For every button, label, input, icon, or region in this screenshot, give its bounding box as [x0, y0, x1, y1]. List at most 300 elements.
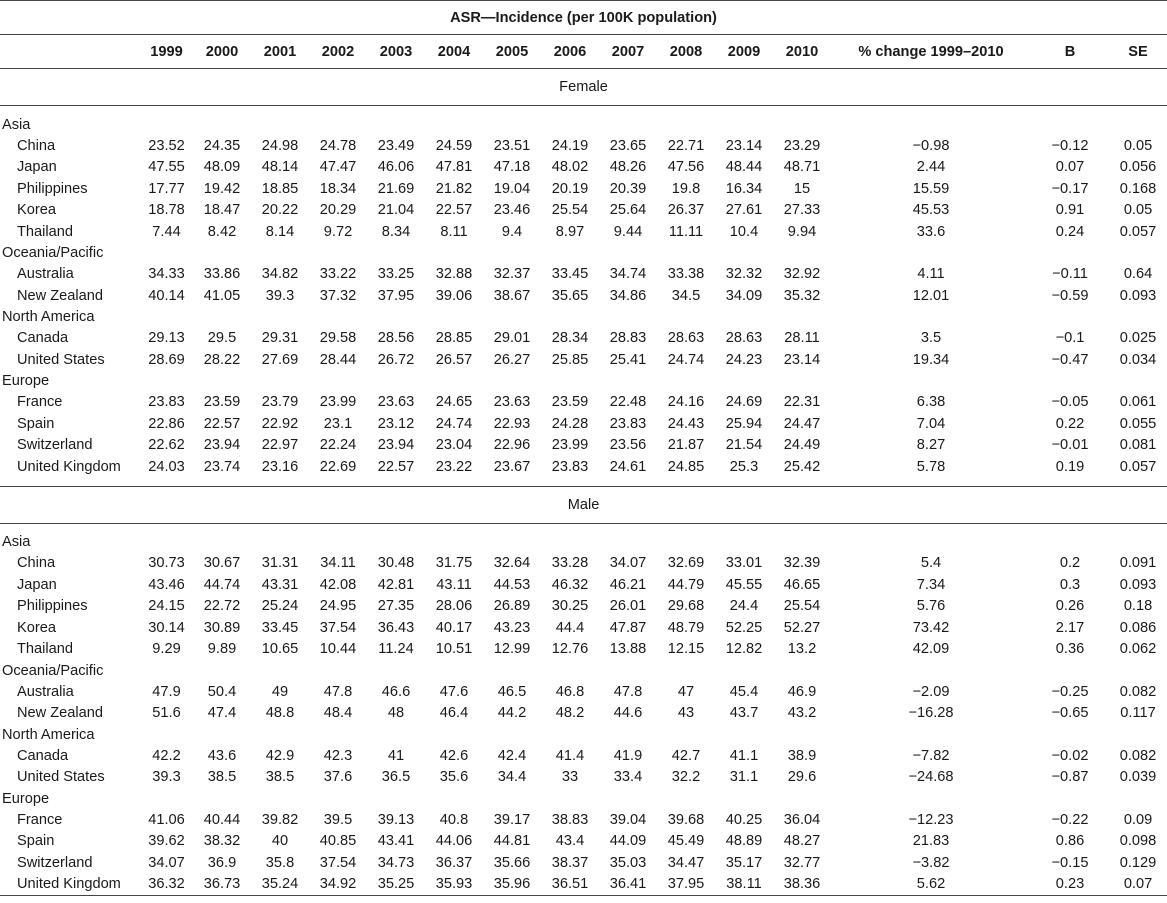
value-cell: 20.39: [609, 180, 647, 197]
region-row: [0, 660, 1167, 681]
value-cell: 23.1: [323, 415, 353, 432]
value-cell: 47.18: [493, 159, 531, 176]
region-label: Asia: [2, 116, 31, 133]
country-cell: Japan: [17, 159, 57, 176]
value-cell: 25.24: [261, 598, 299, 615]
value-cell: 38.36: [773, 874, 831, 896]
value-cell: −0.98: [912, 137, 950, 154]
value-cell: 27.33: [783, 202, 821, 219]
table-row: [0, 574, 1167, 596]
value-cell: 44.74: [203, 576, 241, 593]
country-cell: Thailand: [17, 641, 73, 658]
value-cell: 38.9: [787, 747, 817, 764]
value-cell: 43.7: [729, 705, 759, 722]
value-cell: 34.73: [377, 854, 415, 871]
country-cell: Australia: [17, 683, 74, 700]
value-cell: 21.54: [725, 437, 763, 454]
value-cell: 9.72: [323, 223, 353, 240]
value-cell: 41.9: [613, 747, 643, 764]
value-cell: 30.73: [148, 555, 185, 572]
value-cell: 21.04: [377, 202, 415, 219]
value-cell: 24.74: [667, 351, 705, 368]
value-cell: −0.87: [1051, 769, 1089, 786]
value-cell: 13.2: [787, 641, 817, 658]
value-cell: 31.31: [261, 555, 299, 572]
value-cell: 40.14: [148, 287, 185, 304]
value-cell: 43.31: [261, 576, 299, 593]
value-cell: 32.69: [667, 555, 705, 572]
value-cell: 46.9: [787, 683, 817, 700]
value-cell: 15: [793, 180, 811, 197]
value-cell: 24.85: [667, 458, 705, 475]
value-cell: 42.3: [323, 747, 353, 764]
value-cell: 23.99: [319, 394, 357, 411]
value-cell: 32.88: [435, 266, 473, 283]
value-cell: 10.65: [261, 641, 299, 658]
value-cell: 36.5: [381, 769, 411, 786]
value-cell: 22.97: [261, 437, 299, 454]
table-row: [0, 745, 1167, 767]
value-cell: 43.23: [493, 619, 531, 636]
value-cell: 23.29: [783, 137, 821, 154]
value-cell: 39.06: [435, 287, 473, 304]
value-cell: 0.2: [1059, 555, 1081, 572]
value-cell: 8.34: [381, 223, 411, 240]
value-cell: 36.51: [541, 874, 599, 896]
value-cell: 0.057: [1119, 223, 1157, 240]
value-cell: 52.27: [783, 619, 821, 636]
table-row: [0, 328, 1167, 350]
spacer-cell: [0, 478, 1167, 487]
value-cell: 23.22: [435, 458, 473, 475]
value-cell: 22.62: [148, 437, 185, 454]
value-cell: 5.62: [831, 874, 1031, 896]
value-cell: 39.5: [323, 811, 353, 828]
column-header: 2003: [367, 35, 425, 69]
value-cell: 41.1: [729, 747, 759, 764]
value-cell: 23.99: [551, 437, 589, 454]
value-cell: 45.49: [667, 833, 705, 850]
value-cell: 46.5: [497, 683, 527, 700]
value-cell: 26.72: [377, 351, 415, 368]
table-row: [0, 200, 1167, 222]
value-cell: 22.71: [667, 137, 705, 154]
value-cell: 43.6: [207, 747, 237, 764]
value-cell: 22.96: [493, 437, 531, 454]
table-row: [0, 392, 1167, 414]
value-cell: 18.34: [319, 180, 357, 197]
value-cell: 35.8: [265, 854, 295, 871]
country-cell: Switzerland: [17, 437, 93, 454]
table-row: [0, 135, 1167, 157]
value-cell: 36.43: [377, 619, 415, 636]
column-header: 2006: [541, 35, 599, 69]
value-cell: 36.04: [783, 811, 821, 828]
section-label: Male: [0, 486, 1167, 523]
country-cell: Canada: [17, 747, 69, 764]
table-row: [0, 639, 1167, 661]
value-cell: 0.07: [1055, 159, 1085, 176]
value-cell: 34.5: [671, 287, 701, 304]
region-label: Oceania/Pacific: [2, 245, 104, 261]
value-cell: 37.6: [323, 769, 353, 786]
value-cell: 23.49: [377, 137, 415, 154]
value-cell: 38.83: [551, 811, 589, 828]
value-cell: −0.22: [1051, 811, 1089, 828]
region-label: Oceania/Pacific: [2, 662, 104, 679]
value-cell: 49: [271, 683, 289, 700]
value-cell: 46.8: [555, 683, 585, 700]
value-cell: 46.32: [551, 576, 589, 593]
value-cell: 40.17: [435, 619, 473, 636]
value-cell: 33.4: [613, 769, 643, 786]
value-cell: 35.24: [251, 874, 309, 896]
value-cell: 23.46: [493, 202, 531, 219]
value-cell: 50.4: [207, 683, 237, 700]
value-cell: 37.54: [319, 854, 357, 871]
value-cell: 19.34: [912, 351, 950, 368]
value-cell: 48.79: [667, 619, 705, 636]
table-row: [0, 703, 1167, 725]
column-header: 2008: [657, 35, 715, 69]
value-cell: 48.27: [783, 833, 821, 850]
value-cell: 31.1: [729, 769, 759, 786]
value-cell: 27.61: [725, 202, 763, 219]
country-cell: Korea: [17, 619, 56, 636]
value-cell: 39.17: [493, 811, 531, 828]
value-cell: 3.5: [920, 330, 942, 347]
value-cell: −2.09: [912, 683, 950, 700]
value-cell: 36.9: [207, 854, 237, 871]
value-cell: 47.8: [613, 683, 643, 700]
column-header: 2009: [715, 35, 773, 69]
value-cell: 24.4: [729, 598, 759, 615]
value-cell: −0.59: [1051, 287, 1089, 304]
value-cell: 23.63: [377, 394, 415, 411]
value-cell: 35.6: [439, 769, 469, 786]
value-cell: −0.65: [1051, 705, 1089, 722]
value-cell: 7.44: [152, 223, 181, 240]
value-cell: −0.15: [1051, 854, 1089, 871]
value-cell: −0.11: [1052, 266, 1088, 283]
region-row: [0, 114, 1167, 135]
value-cell: 44.09: [609, 833, 647, 850]
value-cell: 44.81: [493, 833, 531, 850]
value-cell: −0.01: [1051, 437, 1089, 454]
value-cell: 41.4: [555, 747, 585, 764]
value-cell: 0.36: [1055, 641, 1085, 658]
value-cell: 22.57: [435, 202, 473, 219]
value-cell: 32.92: [783, 266, 821, 283]
value-cell: 0.86: [1055, 833, 1085, 850]
value-cell: 35.96: [483, 874, 541, 896]
value-cell: 48.02: [551, 159, 589, 176]
region-row: [0, 724, 1167, 745]
table-row: [0, 617, 1167, 639]
value-cell: 19.42: [203, 180, 241, 197]
table-row: [0, 767, 1167, 789]
value-cell: 0.039: [1119, 769, 1157, 786]
value-cell: 10.51: [435, 641, 473, 658]
value-cell: 23.83: [148, 394, 185, 411]
value-cell: 42.08: [319, 576, 357, 593]
value-cell: 42.6: [439, 747, 469, 764]
value-cell: 33: [561, 769, 579, 786]
value-cell: 0.18: [1123, 598, 1153, 615]
value-cell: −7.82: [912, 747, 950, 764]
value-cell: −16.28: [908, 705, 954, 722]
value-cell: 29.13: [148, 330, 185, 347]
value-cell: −0.17: [1051, 180, 1089, 197]
value-cell: 16.34: [725, 180, 763, 197]
value-cell: 18.78: [148, 202, 185, 219]
country-cell: Korea: [17, 202, 56, 219]
value-cell: 23.12: [377, 415, 415, 432]
value-cell: 44.06: [435, 833, 473, 850]
value-cell: 2.17: [1055, 619, 1085, 636]
value-cell: 47.81: [435, 159, 473, 176]
region-row: [0, 371, 1167, 392]
value-cell: 23.56: [609, 437, 647, 454]
column-header-blank: [0, 35, 140, 69]
value-cell: −0.1: [1055, 330, 1085, 347]
value-cell: 0.082: [1119, 683, 1157, 700]
value-cell: 8.42: [207, 223, 237, 240]
value-cell: 22.57: [203, 415, 241, 432]
value-cell: 0.23: [1031, 874, 1109, 896]
table-row: [0, 809, 1167, 831]
value-cell: 43.46: [148, 576, 185, 593]
value-cell: 34.09: [725, 287, 763, 304]
value-cell: 25.54: [783, 598, 821, 615]
value-cell: 46.4: [439, 705, 469, 722]
table-title: ASR—Incidence (per 100K population): [0, 1, 1167, 35]
value-cell: 0.168: [1119, 180, 1157, 197]
spacer-cell: [0, 106, 1167, 115]
value-cell: 48.2: [555, 705, 585, 722]
value-cell: 24.61: [609, 458, 647, 475]
region-label: Europe: [2, 790, 50, 807]
value-cell: 26.27: [493, 351, 531, 368]
value-cell: 39.04: [609, 811, 647, 828]
value-cell: 29.5: [207, 330, 237, 347]
table-row: [0, 178, 1167, 200]
country-cell: New Zealand: [17, 287, 103, 304]
value-cell: 38.11: [715, 874, 773, 896]
column-header: 2000: [193, 35, 251, 69]
value-cell: 25.3: [729, 458, 759, 475]
value-cell: 37.95: [377, 287, 415, 304]
column-header: 2010: [773, 35, 831, 69]
country-cell: United States: [17, 351, 105, 368]
value-cell: 34.4: [497, 769, 527, 786]
value-cell: 0.07: [1109, 874, 1167, 896]
value-cell: 22.86: [148, 415, 185, 432]
value-cell: 41.05: [203, 287, 241, 304]
value-cell: 22.72: [203, 598, 241, 615]
value-cell: 38.37: [551, 854, 589, 871]
value-cell: 22.92: [261, 415, 299, 432]
value-cell: 25.94: [725, 415, 763, 432]
value-cell: 52.25: [725, 619, 763, 636]
value-cell: 42.81: [377, 576, 415, 593]
value-cell: 42.7: [671, 747, 701, 764]
column-header: B: [1031, 35, 1109, 69]
value-cell: 5.4: [920, 555, 942, 572]
value-cell: 29.6: [787, 769, 817, 786]
value-cell: 0.19: [1055, 458, 1085, 475]
value-cell: 47.55: [148, 159, 185, 176]
value-cell: 0.057: [1119, 458, 1157, 475]
table-row: [0, 681, 1167, 703]
region-label: North America: [2, 726, 95, 743]
column-header: 2001: [251, 35, 309, 69]
value-cell: 8.14: [265, 223, 295, 240]
value-cell: 0.093: [1119, 287, 1157, 304]
value-cell: 35.65: [551, 287, 589, 304]
value-cell: −0.02: [1051, 747, 1089, 764]
value-cell: 34.47: [667, 854, 705, 871]
value-cell: 41: [387, 747, 405, 764]
value-cell: 25.85: [551, 351, 589, 368]
value-cell: 23.79: [261, 394, 299, 411]
country-cell: Thailand: [17, 223, 73, 240]
value-cell: 37.54: [319, 619, 357, 636]
value-cell: 23.16: [261, 458, 299, 475]
value-cell: 46.06: [377, 159, 415, 176]
column-header: SE: [1109, 35, 1167, 69]
value-cell: 28.56: [377, 330, 415, 347]
value-cell: 9.4: [501, 223, 523, 240]
value-cell: 37.32: [319, 287, 357, 304]
value-cell: 23.94: [377, 437, 415, 454]
value-cell: 20.29: [319, 202, 357, 219]
value-cell: 48.09: [203, 159, 241, 176]
value-cell: 40.8: [439, 811, 469, 828]
value-cell: 34.33: [148, 266, 185, 283]
value-cell: 21.82: [435, 180, 473, 197]
value-cell: 21.69: [377, 180, 415, 197]
value-cell: 48.14: [261, 159, 299, 176]
value-cell: 33.38: [667, 266, 705, 283]
value-cell: 41.06: [148, 811, 185, 828]
value-cell: 40.25: [725, 811, 763, 828]
value-cell: 35.93: [425, 874, 483, 896]
value-cell: 34.11: [320, 555, 356, 572]
column-header-row: [0, 35, 1167, 69]
value-cell: −24.68: [908, 769, 954, 786]
value-cell: 33.22: [319, 266, 357, 283]
value-cell: 11.11: [668, 223, 704, 240]
value-cell: 23.83: [551, 458, 589, 475]
value-cell: 23.59: [203, 394, 241, 411]
value-cell: 26.01: [609, 598, 647, 615]
value-cell: 39.68: [667, 811, 705, 828]
value-cell: 0.082: [1119, 747, 1157, 764]
value-cell: 33.86: [203, 266, 241, 283]
value-cell: 28.22: [203, 351, 241, 368]
value-cell: 2.44: [916, 159, 946, 176]
country-cell: New Zealand: [17, 705, 103, 722]
section-header-row: [0, 69, 1167, 106]
value-cell: 26.37: [667, 202, 705, 219]
value-cell: 48.8: [265, 705, 295, 722]
country-cell: United States: [17, 769, 105, 786]
value-cell: 38.5: [207, 769, 237, 786]
value-cell: 46.6: [381, 683, 411, 700]
value-cell: 4.11: [917, 266, 945, 283]
value-cell: 24.35: [203, 137, 241, 154]
value-cell: 48.26: [609, 159, 647, 176]
value-cell: 24.16: [667, 394, 705, 411]
value-cell: 24.98: [261, 137, 299, 154]
value-cell: 43.4: [555, 833, 585, 850]
value-cell: 33.01: [725, 555, 763, 572]
value-cell: 33.25: [377, 266, 415, 283]
country-cell: China: [17, 137, 56, 154]
table-row: [0, 285, 1167, 307]
table-body: [0, 69, 1167, 896]
value-cell: 9.89: [207, 641, 237, 658]
value-cell: 29.01: [493, 330, 531, 347]
value-cell: 20.19: [551, 180, 589, 197]
country-cell: United Kingdom: [17, 458, 121, 475]
section-label: Female: [0, 69, 1167, 106]
value-cell: 36.37: [435, 854, 473, 871]
value-cell: 0.061: [1119, 394, 1157, 411]
value-cell: 12.76: [551, 641, 589, 658]
value-cell: −0.12: [1051, 137, 1089, 154]
table-row: [0, 852, 1167, 874]
value-cell: 32.77: [783, 854, 821, 871]
value-cell: 17.77: [148, 180, 185, 197]
region-row: [0, 788, 1167, 809]
value-cell: 28.63: [725, 330, 763, 347]
value-cell: 39.82: [261, 811, 299, 828]
value-cell: 45.53: [912, 202, 950, 219]
value-cell: 8.97: [555, 223, 585, 240]
value-cell: 51.6: [152, 705, 181, 722]
table-row: [0, 413, 1167, 435]
value-cell: 35.66: [493, 854, 531, 871]
value-cell: 47.6: [439, 683, 469, 700]
value-cell: 25.42: [783, 458, 821, 475]
value-cell: 46.21: [609, 576, 647, 593]
spacer-row: [0, 478, 1167, 487]
value-cell: 43.11: [436, 576, 472, 593]
section-header-row: [0, 486, 1167, 523]
value-cell: 36.73: [193, 874, 251, 896]
value-cell: 29.58: [319, 330, 357, 347]
value-cell: 30.89: [203, 619, 241, 636]
value-cell: 37.95: [657, 874, 715, 896]
value-cell: 19.04: [493, 180, 531, 197]
value-cell: 15.59: [912, 180, 950, 197]
value-cell: 39.3: [152, 769, 181, 786]
table-row: [0, 349, 1167, 371]
country-cell: China: [17, 555, 56, 572]
value-cell: 39.13: [377, 811, 415, 828]
value-cell: 23.63: [493, 394, 531, 411]
value-cell: 23.94: [203, 437, 241, 454]
value-cell: 34.92: [309, 874, 367, 896]
value-cell: 28.69: [148, 351, 185, 368]
value-cell: 18.47: [203, 202, 241, 219]
value-cell: 32.64: [493, 555, 531, 572]
value-cell: 46.65: [783, 576, 821, 593]
value-cell: 35.17: [725, 854, 763, 871]
value-cell: 47.9: [152, 683, 181, 700]
